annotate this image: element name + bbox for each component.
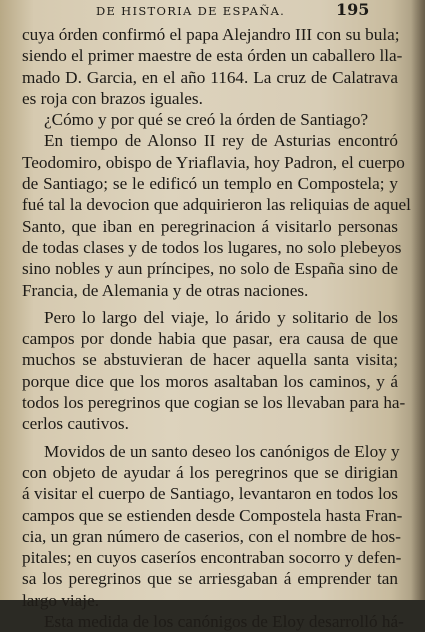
text-line: pitales; en cuyos caseríos encontraban socorro y defen- [22, 548, 402, 568]
text-line: campos que se estienden desde Compostela hasta Fran- [22, 505, 403, 525]
text-line: á visitar el cuerpo de Santiago, levantaron en todos los [22, 484, 398, 504]
body-text [22, 24, 411, 632]
text-line: porque dice que los moros asaltaban los caminos, y á [22, 371, 398, 391]
text-line: muchos se abstuvieran de hacer aquella santa visita; [22, 350, 398, 370]
text-line: sino nobles y aun príncipes, no solo de España sino de [22, 259, 398, 279]
text-line: todos los peregrinos que cogian se los llevaban para ha- [22, 393, 406, 413]
text-line: En tiempo de Alonso II rey de Asturias encontró [44, 131, 398, 151]
text-line: sa los peregrinos que se arriesgaban á emprender tan [22, 569, 398, 589]
text-line: largo viaje. [22, 590, 99, 610]
text-line: siendo el primer maestre de esta órden un caballero lla- [22, 46, 403, 66]
running-title: DE HISTORIA DE ESPAÑA. [96, 4, 286, 18]
question-line: ¿Cómo y por qué se creó la órden de Santiago? [44, 110, 369, 130]
text-line: mado D. Garcia, en el año 1164. La cruz de Calatrava [22, 67, 398, 87]
text-line: Santo, que iban en peregrinacion á visitarlo personas [22, 216, 398, 236]
page-number: 195 [336, 0, 370, 19]
text-line: con objeto de ayudar á los peregrinos que se dirigian [22, 462, 398, 482]
text-line: de Santiago; se le edificó un templo en Compostela; y [22, 174, 398, 194]
text-line: fué tal la devocion que adquirieron las reliquias de aquel [22, 195, 411, 215]
text-line: Teodomiro, obispo de Yriaflavia, hoy Padron, el cuerpo [22, 152, 405, 172]
text-line: Movidos de un santo deseo los canónigos de Eloy y [44, 441, 400, 461]
text-line: cuya órden confirmó el papa Alejandro III con su bula; [22, 25, 400, 44]
text-line: es roja con brazos iguales. [22, 88, 203, 108]
text-line: cerlos cautivos. [22, 414, 129, 434]
text-line: campos por donde habia que pasar, era causa de que [22, 329, 398, 349]
text-line: cia, un gran número de caserios, con el nombre de hos- [22, 526, 401, 546]
text-line: de todas clases y de todos los lugares, no solo plebeyos [22, 237, 402, 257]
text-line: Esta medida de los canónigos de Eloy desarrolló há- [44, 612, 404, 632]
text-line: Francia, de Alemania y de otras naciones. [22, 280, 309, 300]
text-line: Pero lo largo del viaje, lo árido y solitario de los [44, 307, 398, 327]
